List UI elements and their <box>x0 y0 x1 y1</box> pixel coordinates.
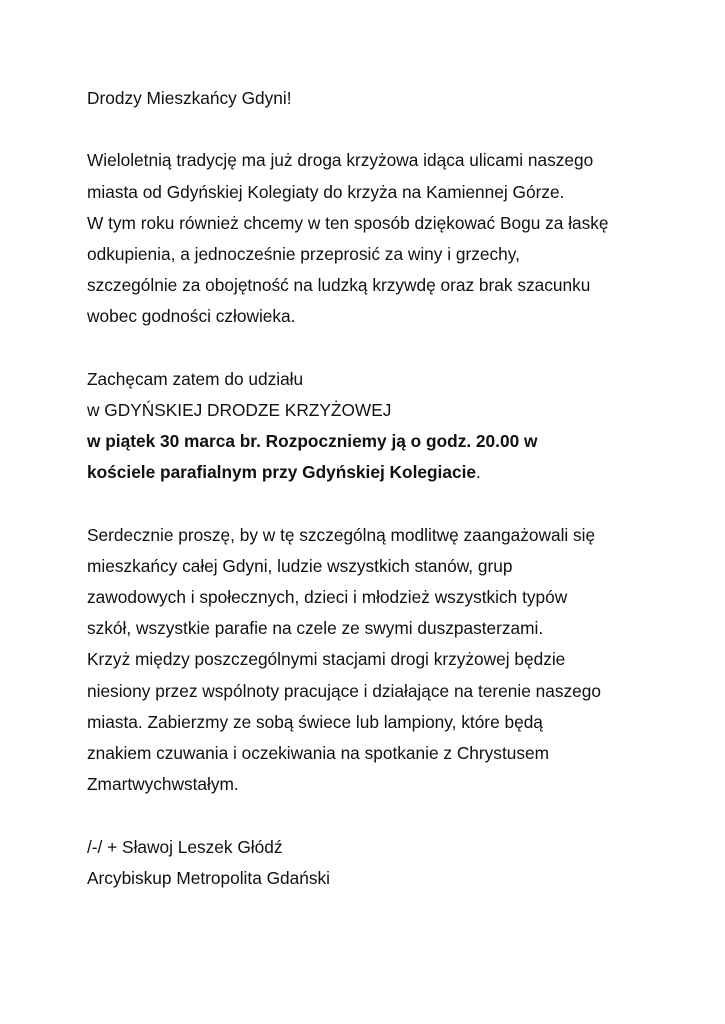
text-line: Zachęcam zatem do udziału <box>87 368 304 389</box>
signature-block <box>87 832 687 894</box>
period: . <box>476 462 481 483</box>
text-line: zawodowych i społecznych, dzieci i młodzież wszystkich typów <box>87 587 568 607</box>
text-line: miasta. Zabierzmy ze sobą świece lub lampiony, które będą <box>87 711 543 732</box>
paragraph-gap <box>87 114 687 145</box>
text-line: szkół, wszystkie parafie na czele ze swymi duszpasterzami. <box>87 618 544 639</box>
signature-name: /-/ + Sławoj Leszek Głódź <box>87 836 283 857</box>
paragraph-gap <box>87 800 687 831</box>
text-line: mieszkańcy całej Gdyni, ludzie wszystkich stanów, grup <box>87 555 513 576</box>
text-line: Serdecznie proszę, by w tę szczególną modlitwę zaangażowali się <box>87 524 596 545</box>
text-line: Wieloletnią tradycję ma już droga krzyżowa idąca ulicami naszego <box>87 150 594 171</box>
greeting: Drodzy Mieszkańcy Gdyni! <box>87 88 292 108</box>
event-place-text: kościele parafialnym przy Gdyńskiej Kolegiacie <box>87 462 476 483</box>
paragraph-gap <box>87 488 687 519</box>
paragraph-tradition <box>87 145 687 332</box>
text-line: wobec godności człowieka. <box>87 306 296 327</box>
event-date-line: w piątek 30 marca br. Rozpoczniemy ją o godz. 20.00 w <box>87 431 538 452</box>
text-line: znakiem czuwania i oczekiwania na spotkanie z Chrystusem <box>87 742 550 763</box>
paragraph-request <box>87 520 687 801</box>
text-line: Zmartwychwstałym. <box>87 774 239 795</box>
text-line: miasta od Gdyńskiej Kolegiaty do krzyża na Kamiennej Górze. <box>87 181 565 202</box>
text-line: Krzyż między poszczególnymi stacjami drogi krzyżowej będzie <box>87 649 566 670</box>
text-line: szczególnie za obojętność na ludzką krzywdę oraz brak szacunku <box>87 275 591 296</box>
signature-title: Arcybiskup Metropolita Gdański <box>87 867 331 888</box>
text-line: W tym roku również chcemy w ten sposób dziękować Bogu za łaskę <box>87 212 609 233</box>
event-place-line <box>87 457 687 488</box>
letter-body <box>87 83 687 894</box>
paragraph-invitation <box>87 364 687 489</box>
text-line: odkupienia, a jednocześnie przeprosić za winy i grzechy, <box>87 243 520 264</box>
text-line: w GDYŃSKIEJ DRODZE KRZYŻOWEJ <box>87 399 392 420</box>
text-line: niesiony przez wspólnoty pracujące i działające na terenie naszego <box>87 680 601 701</box>
paragraph-gap <box>87 333 687 364</box>
